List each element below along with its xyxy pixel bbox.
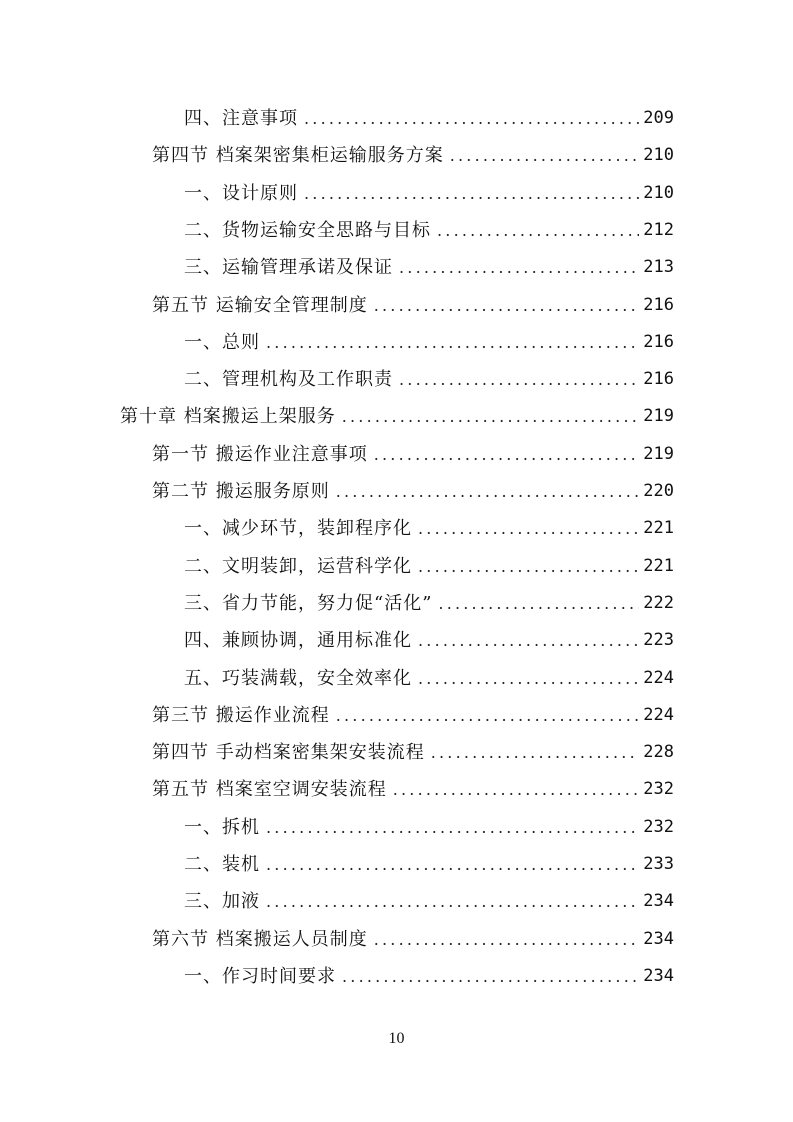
toc-entry-title: 二、货物运输安全思路与目标 bbox=[184, 219, 431, 241]
toc-entry-title: 第三节 搬运作业流程 bbox=[152, 704, 330, 726]
toc-entry-page: 232 bbox=[643, 816, 674, 837]
toc-entry-title: 二、管理机构及工作职责 bbox=[184, 369, 393, 391]
toc-entry-page: 221 bbox=[643, 555, 674, 576]
toc-entry[interactable] bbox=[184, 510, 674, 547]
toc-entry-page: 234 bbox=[643, 965, 674, 986]
toc-entry[interactable] bbox=[184, 212, 674, 249]
toc-dot-leader bbox=[399, 249, 639, 286]
toc-entry-title: 四、注意事项 bbox=[184, 108, 298, 129]
toc-entry-title: 三、加液 bbox=[184, 891, 260, 913]
toc-entry-title: 第四节 手动档案密集架安装流程 bbox=[152, 742, 425, 764]
toc-dot-leader bbox=[418, 510, 639, 547]
toc-entry-page: 233 bbox=[643, 854, 674, 874]
toc-entry-title: 一、设计原则 bbox=[184, 182, 298, 204]
toc-dot-leader bbox=[438, 585, 639, 622]
toc-entry-title: 第五节 运输安全管理制度 bbox=[152, 294, 368, 316]
toc-entry[interactable] bbox=[152, 473, 674, 510]
toc-entry[interactable] bbox=[184, 883, 674, 920]
toc-entry[interactable] bbox=[184, 175, 674, 212]
toc-entry[interactable] bbox=[152, 287, 674, 324]
toc-entry-title: 二、装机 bbox=[184, 854, 260, 875]
toc-entry[interactable] bbox=[184, 324, 674, 361]
toc-entry-title: 第十章 档案搬运上架服务 bbox=[120, 406, 336, 428]
toc-entry[interactable] bbox=[184, 660, 674, 697]
toc-entry-title: 第二节 搬运服务原则 bbox=[152, 481, 330, 502]
toc-entry-title: 第五节 档案室空调安装流程 bbox=[152, 779, 387, 801]
toc-entry-page: 213 bbox=[643, 257, 674, 278]
toc-entry[interactable] bbox=[184, 585, 674, 622]
toc-entry-page: 232 bbox=[643, 779, 674, 800]
toc-entry-page: 221 bbox=[643, 518, 674, 539]
toc-dot-leader bbox=[393, 771, 640, 808]
toc-entry[interactable] bbox=[184, 958, 674, 995]
toc-entry-title: 第四节 档案架密集柜运输服务方案 bbox=[152, 145, 444, 167]
toc-dot-leader bbox=[374, 921, 640, 958]
toc-entry-page: 228 bbox=[643, 742, 674, 763]
toc-dot-leader bbox=[374, 287, 640, 324]
toc-dot-leader bbox=[418, 548, 639, 585]
toc-entry[interactable] bbox=[152, 697, 674, 734]
toc-dot-leader bbox=[374, 436, 640, 473]
toc-entry-page: 224 bbox=[643, 704, 674, 725]
toc-entry-page: 234 bbox=[643, 928, 674, 949]
toc-entry-title: 三、运输管理承诺及保证 bbox=[184, 257, 393, 279]
toc-entry-page: 234 bbox=[643, 891, 674, 912]
toc-entry-title: 五、巧装满载，安全效率化 bbox=[184, 667, 412, 689]
toc-entry-page: 210 bbox=[643, 182, 674, 203]
toc-entry-title: 一、作习时间要求 bbox=[184, 965, 336, 987]
toc-entry-page: 216 bbox=[643, 331, 674, 352]
toc-entry-title: 一、减少环节，装卸程序化 bbox=[184, 518, 412, 540]
toc-entry[interactable] bbox=[152, 436, 674, 473]
toc-entry[interactable] bbox=[184, 622, 674, 659]
toc-entry[interactable] bbox=[184, 809, 674, 846]
toc-entry[interactable] bbox=[184, 100, 674, 137]
toc-dot-leader bbox=[266, 846, 639, 883]
toc-entry-title: 四、兼顾协调，通用标准化 bbox=[184, 630, 412, 652]
toc-entry[interactable] bbox=[120, 398, 674, 435]
toc-dot-leader bbox=[336, 697, 640, 734]
toc-entry[interactable] bbox=[184, 361, 674, 398]
toc-entry-title: 第一节 搬运作业注意事项 bbox=[152, 443, 368, 465]
toc-entry[interactable] bbox=[152, 771, 674, 808]
toc-dot-leader bbox=[266, 324, 639, 361]
toc-entry[interactable] bbox=[184, 249, 674, 286]
toc-dot-leader bbox=[399, 361, 639, 398]
toc-entry-page: 216 bbox=[643, 369, 674, 390]
toc-dot-leader bbox=[336, 473, 640, 510]
toc-dot-leader bbox=[431, 734, 640, 771]
toc-entry-title: 一、拆机 bbox=[184, 816, 260, 838]
toc-entry-title: 二、文明装卸，运营科学化 bbox=[184, 555, 412, 577]
toc-entry[interactable] bbox=[152, 921, 674, 958]
toc-entry-page: 222 bbox=[643, 592, 674, 613]
toc-dot-leader bbox=[418, 622, 639, 659]
toc-entry-title: 三、省力节能，努力促“活化” bbox=[184, 592, 433, 614]
toc-entry[interactable] bbox=[184, 548, 674, 585]
toc-entry[interactable] bbox=[184, 846, 674, 883]
toc-entry[interactable] bbox=[152, 734, 674, 771]
toc-entry[interactable] bbox=[152, 137, 674, 174]
toc-dot-leader bbox=[342, 958, 639, 995]
toc-entry-title: 第六节 档案搬运人员制度 bbox=[152, 928, 368, 950]
toc-entry-page: 212 bbox=[643, 219, 674, 240]
toc-dot-leader bbox=[450, 137, 640, 174]
toc-entry-page: 216 bbox=[643, 294, 674, 315]
toc-entry-page: 223 bbox=[643, 630, 674, 651]
toc-entry-page: 219 bbox=[643, 406, 674, 427]
toc-dot-leader bbox=[418, 660, 639, 697]
toc-entry-page: 220 bbox=[643, 481, 674, 501]
toc-entry-title: 一、总则 bbox=[184, 331, 260, 353]
toc-dot-leader bbox=[437, 212, 639, 249]
toc-entry-page: 210 bbox=[643, 145, 674, 166]
toc-dot-leader bbox=[304, 175, 639, 212]
toc-entry-page: 224 bbox=[643, 667, 674, 688]
toc-dot-leader bbox=[266, 883, 639, 920]
toc-dot-leader bbox=[342, 398, 640, 435]
toc-entry-page: 209 bbox=[643, 108, 674, 128]
toc-dot-leader bbox=[304, 100, 639, 137]
toc-dot-leader bbox=[266, 809, 639, 846]
page-number: 10 bbox=[388, 1030, 405, 1047]
toc-entry-page: 219 bbox=[643, 443, 674, 464]
